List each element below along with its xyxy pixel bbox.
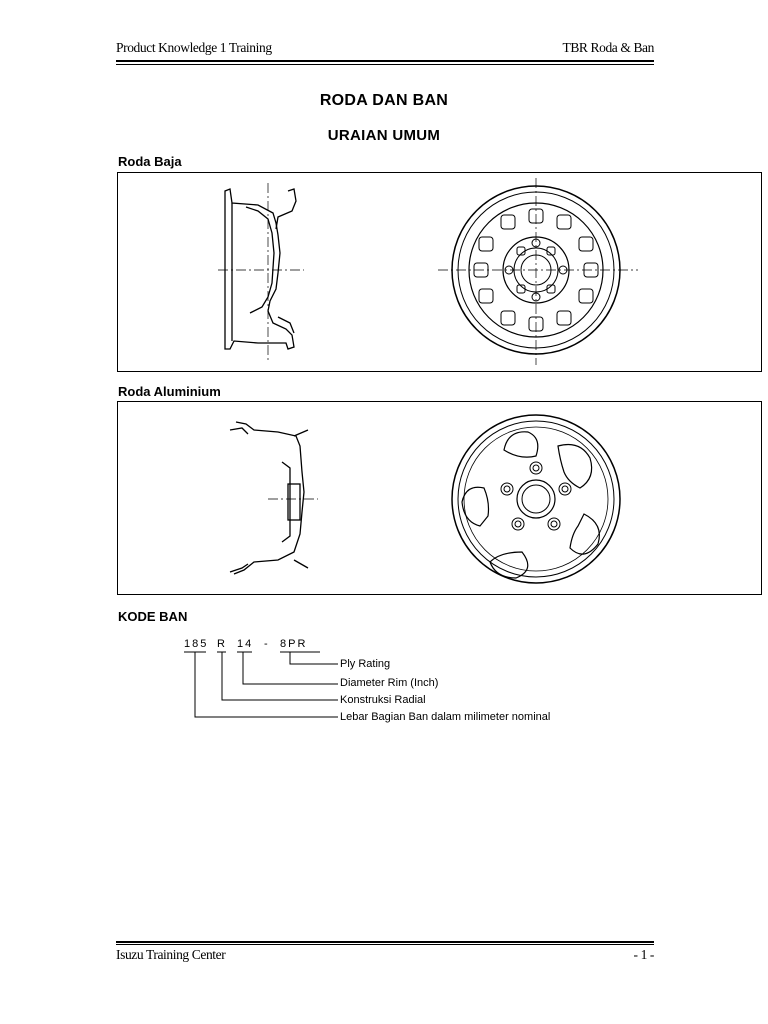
steel-wheel-figure <box>117 172 762 372</box>
tire-code-rim-diameter: 14 <box>237 638 254 650</box>
desc-construction: Konstruksi Radial <box>340 694 426 706</box>
desc-rim-diameter: Diameter Rim (Inch) <box>340 677 439 689</box>
footer-left: Isuzu Training Center <box>116 947 226 962</box>
header-right: TBR Roda & Ban <box>562 40 654 55</box>
tire-code-ply-rating: 8PR <box>280 638 308 650</box>
section-aluminium-wheel: Roda Aluminium <box>118 384 221 399</box>
header-rule <box>116 60 654 62</box>
section-tire-code: KODE BAN <box>118 609 188 624</box>
page-number: - 1 - <box>633 947 654 962</box>
desc-width: Lebar Bagian Ban dalam milimeter nominal <box>340 711 551 723</box>
section-steel-wheel: Roda Baja <box>118 154 182 169</box>
steel-wheel-drawing <box>118 173 763 373</box>
tire-code-width: 185 <box>184 638 209 650</box>
page-subtitle: URAIAN UMUM <box>327 127 441 144</box>
tire-code-construction: R <box>217 638 227 650</box>
page-title: RODA DAN BAN <box>319 92 449 109</box>
tire-code-dash: - <box>264 638 270 650</box>
aluminium-wheel-drawing <box>118 402 763 596</box>
header-left: Product Knowledge 1 Training <box>116 40 272 55</box>
desc-ply-rating: Ply Rating <box>340 658 391 670</box>
footer-rule-thin <box>116 944 654 945</box>
footer-rule <box>116 941 654 943</box>
aluminium-wheel-figure <box>117 401 762 595</box>
header-rule-thin <box>116 64 654 65</box>
